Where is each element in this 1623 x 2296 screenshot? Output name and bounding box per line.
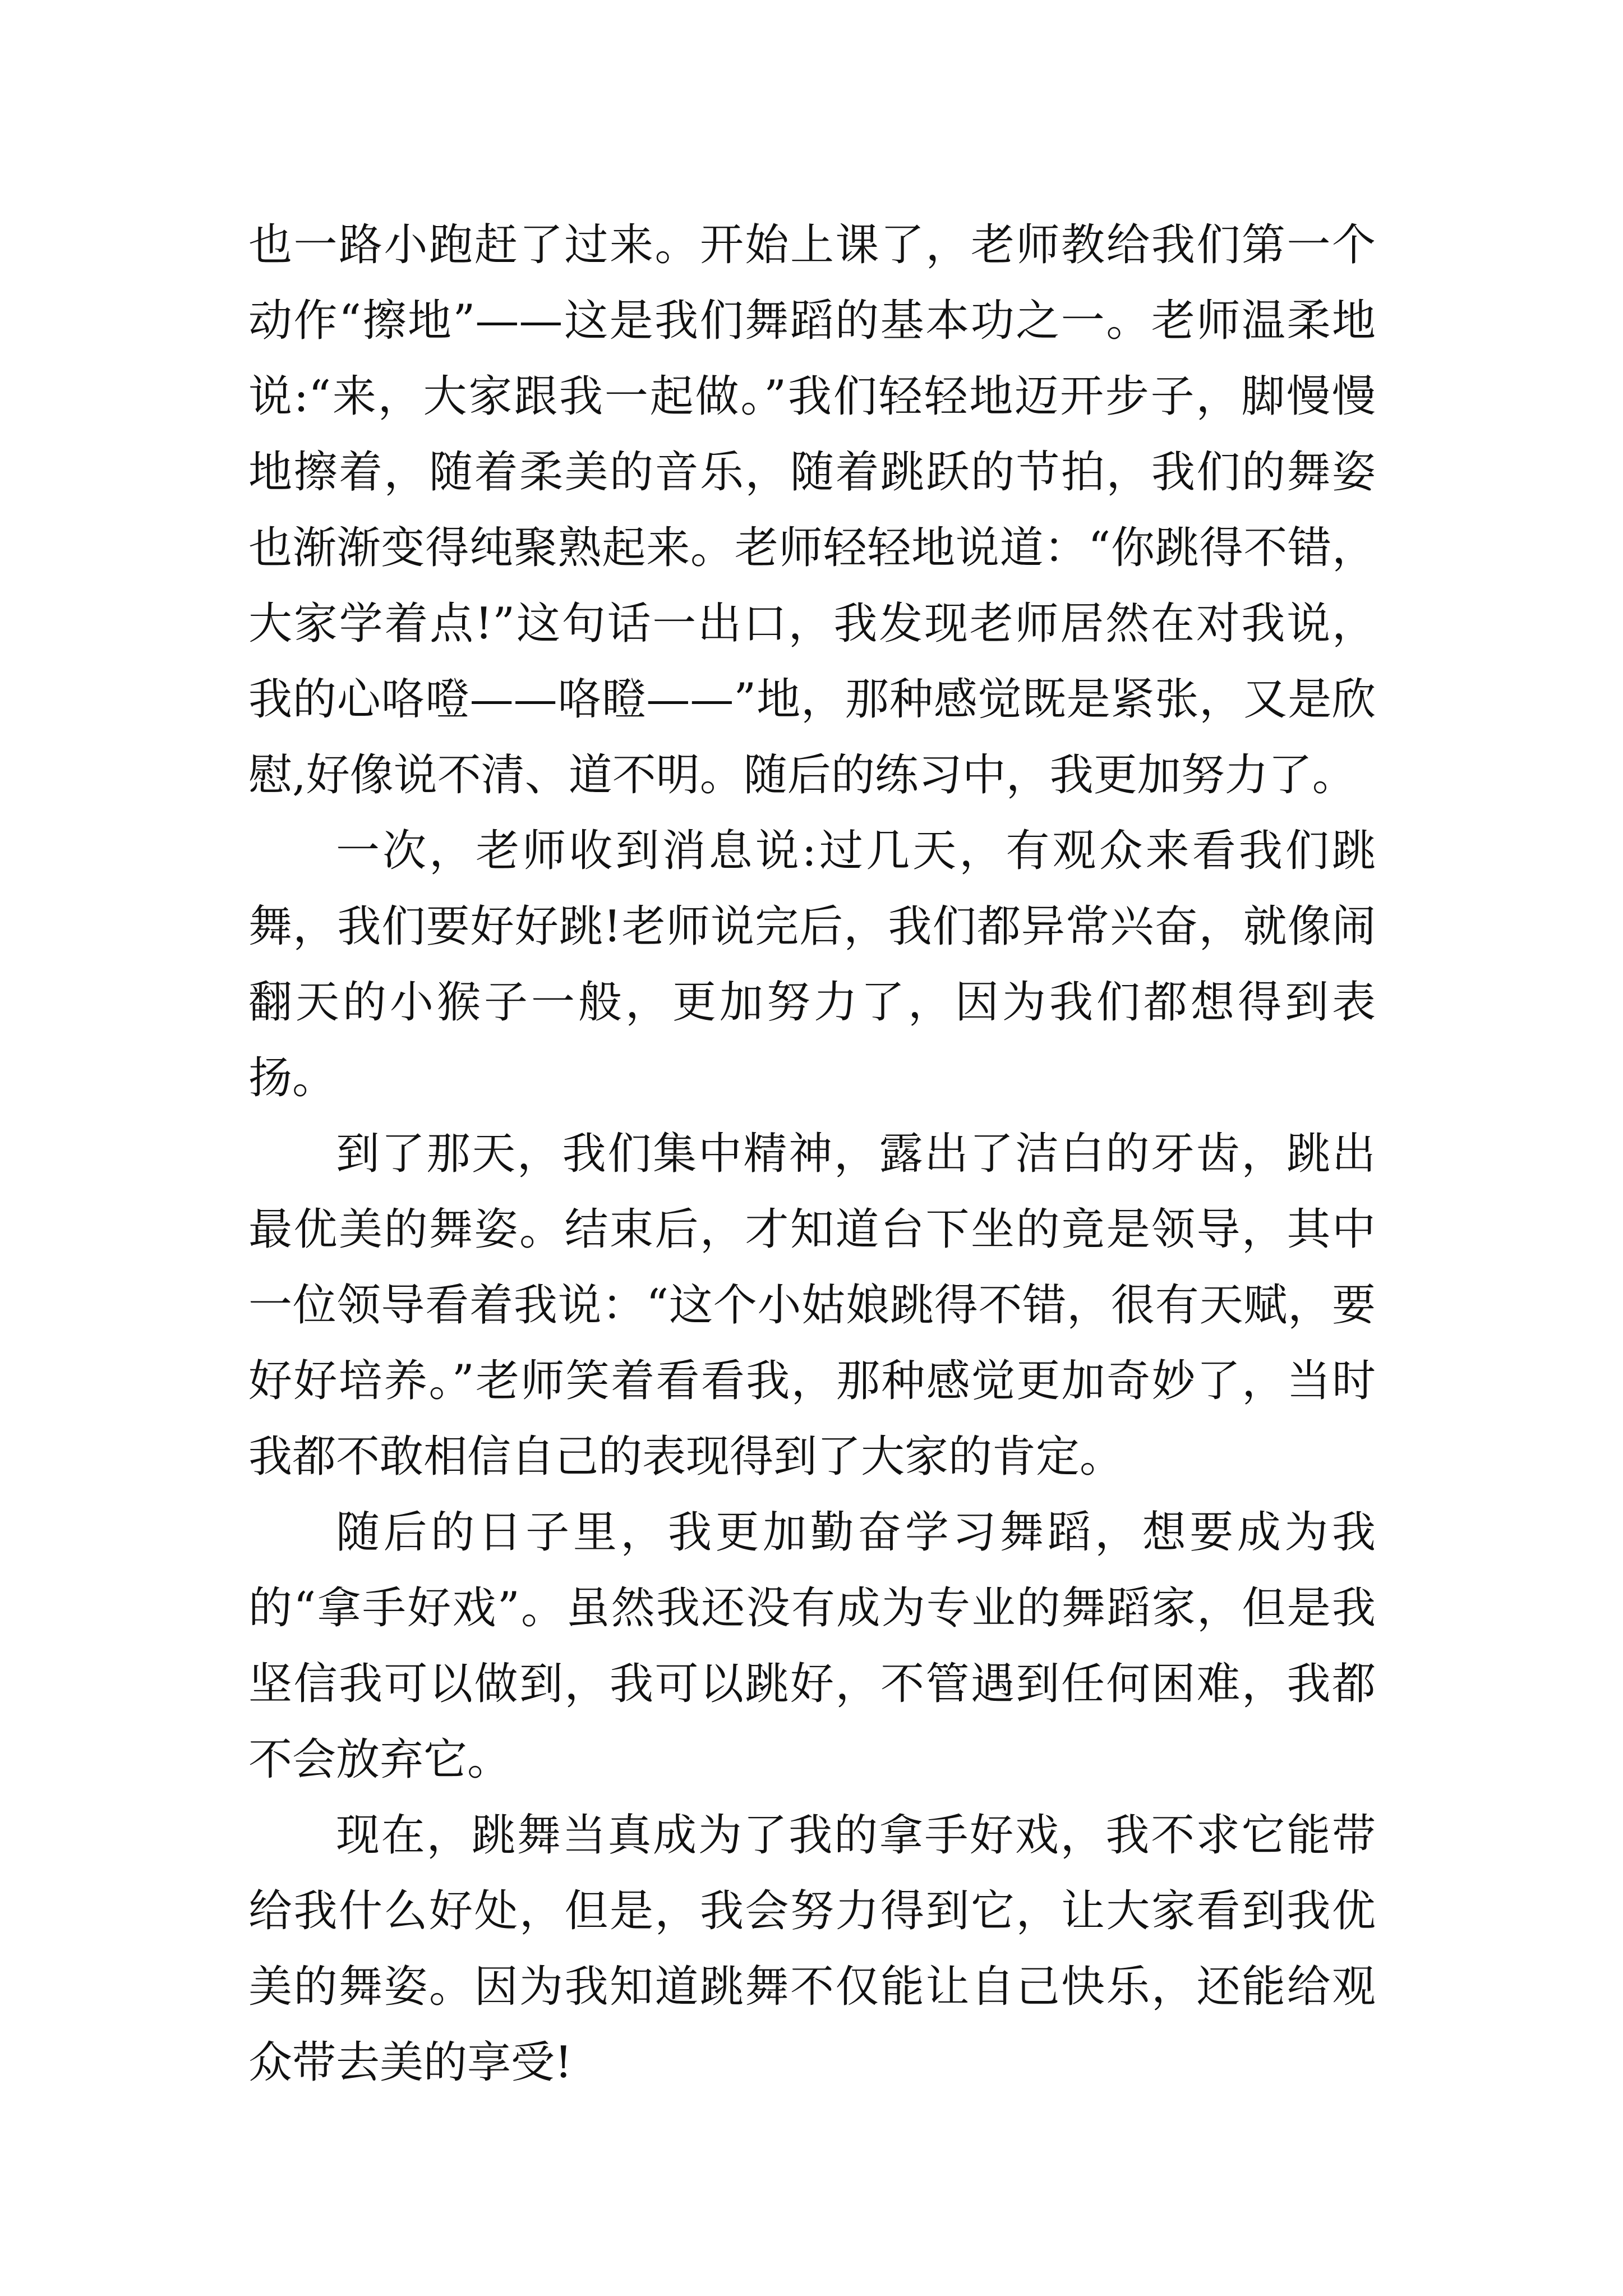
document-body xyxy=(248,208,1376,2101)
paragraph-3: 到了那天，我们集中精神，露出了洁白的牙齿，跳出最优美的舞姿。结束后，才知道台下坐的竟是领导，其中一位领导看着我说：“这个小姑娘跳得不错，很有天赋，要好好培养。”老师笑着看看我，那种感觉更加奇妙了，当时我都不敢相信自己的表现得到了大家的肯定。 xyxy=(248,1129,1376,1482)
paragraph-2: 一次，老师收到消息说:过几天，有观众来看我们跳舞，我们要好好跳!老师说完后，我们都异常兴奋，就像闹翻天的小猴子一般，更加努力了，因为我们都想得到表扬。 xyxy=(248,826,1376,1103)
paragraph-4: 随后的日子里，我更加勤奋学习舞蹈，想要成为我的“拿手好戏”。虽然我还没有成为专业的舞蹈家，但是我坚信我可以做到，我可以跳好，不管遇到任何困难，我都不会放弃它。 xyxy=(248,1507,1376,1785)
paragraph-5: 现在，跳舞当真成为了我的拿手好戏，我不求它能带给我什么好处，但是，我会努力得到它，让大家看到我优美的舞姿。因为我知道跳舞不仅能让自己快乐，还能给观众带去美的享受! xyxy=(248,1810,1376,2088)
paragraph-1: 也一路小跑赶了过来。开始上课了，老师教给我们第一个动作“擦地”——这是我们舞蹈的基本功之一。老师温柔地说:“来，大家跟我一起做。”我们轻轻地迈开步子，脚慢慢地擦着，随着柔美的音乐，随着跳跃的节拍，我们的舞姿也渐渐变得纯聚熟起来。老师轻轻地说道：“你跳得不错，大家学着点!”这句话一出口，我发现老师居然在对我说，我的心咯噔——咯瞪——”地，那种感觉既是紧张，又是欣慰,好像说不清、道不明。随后的练习中，我更加努力了。 xyxy=(248,220,1376,800)
